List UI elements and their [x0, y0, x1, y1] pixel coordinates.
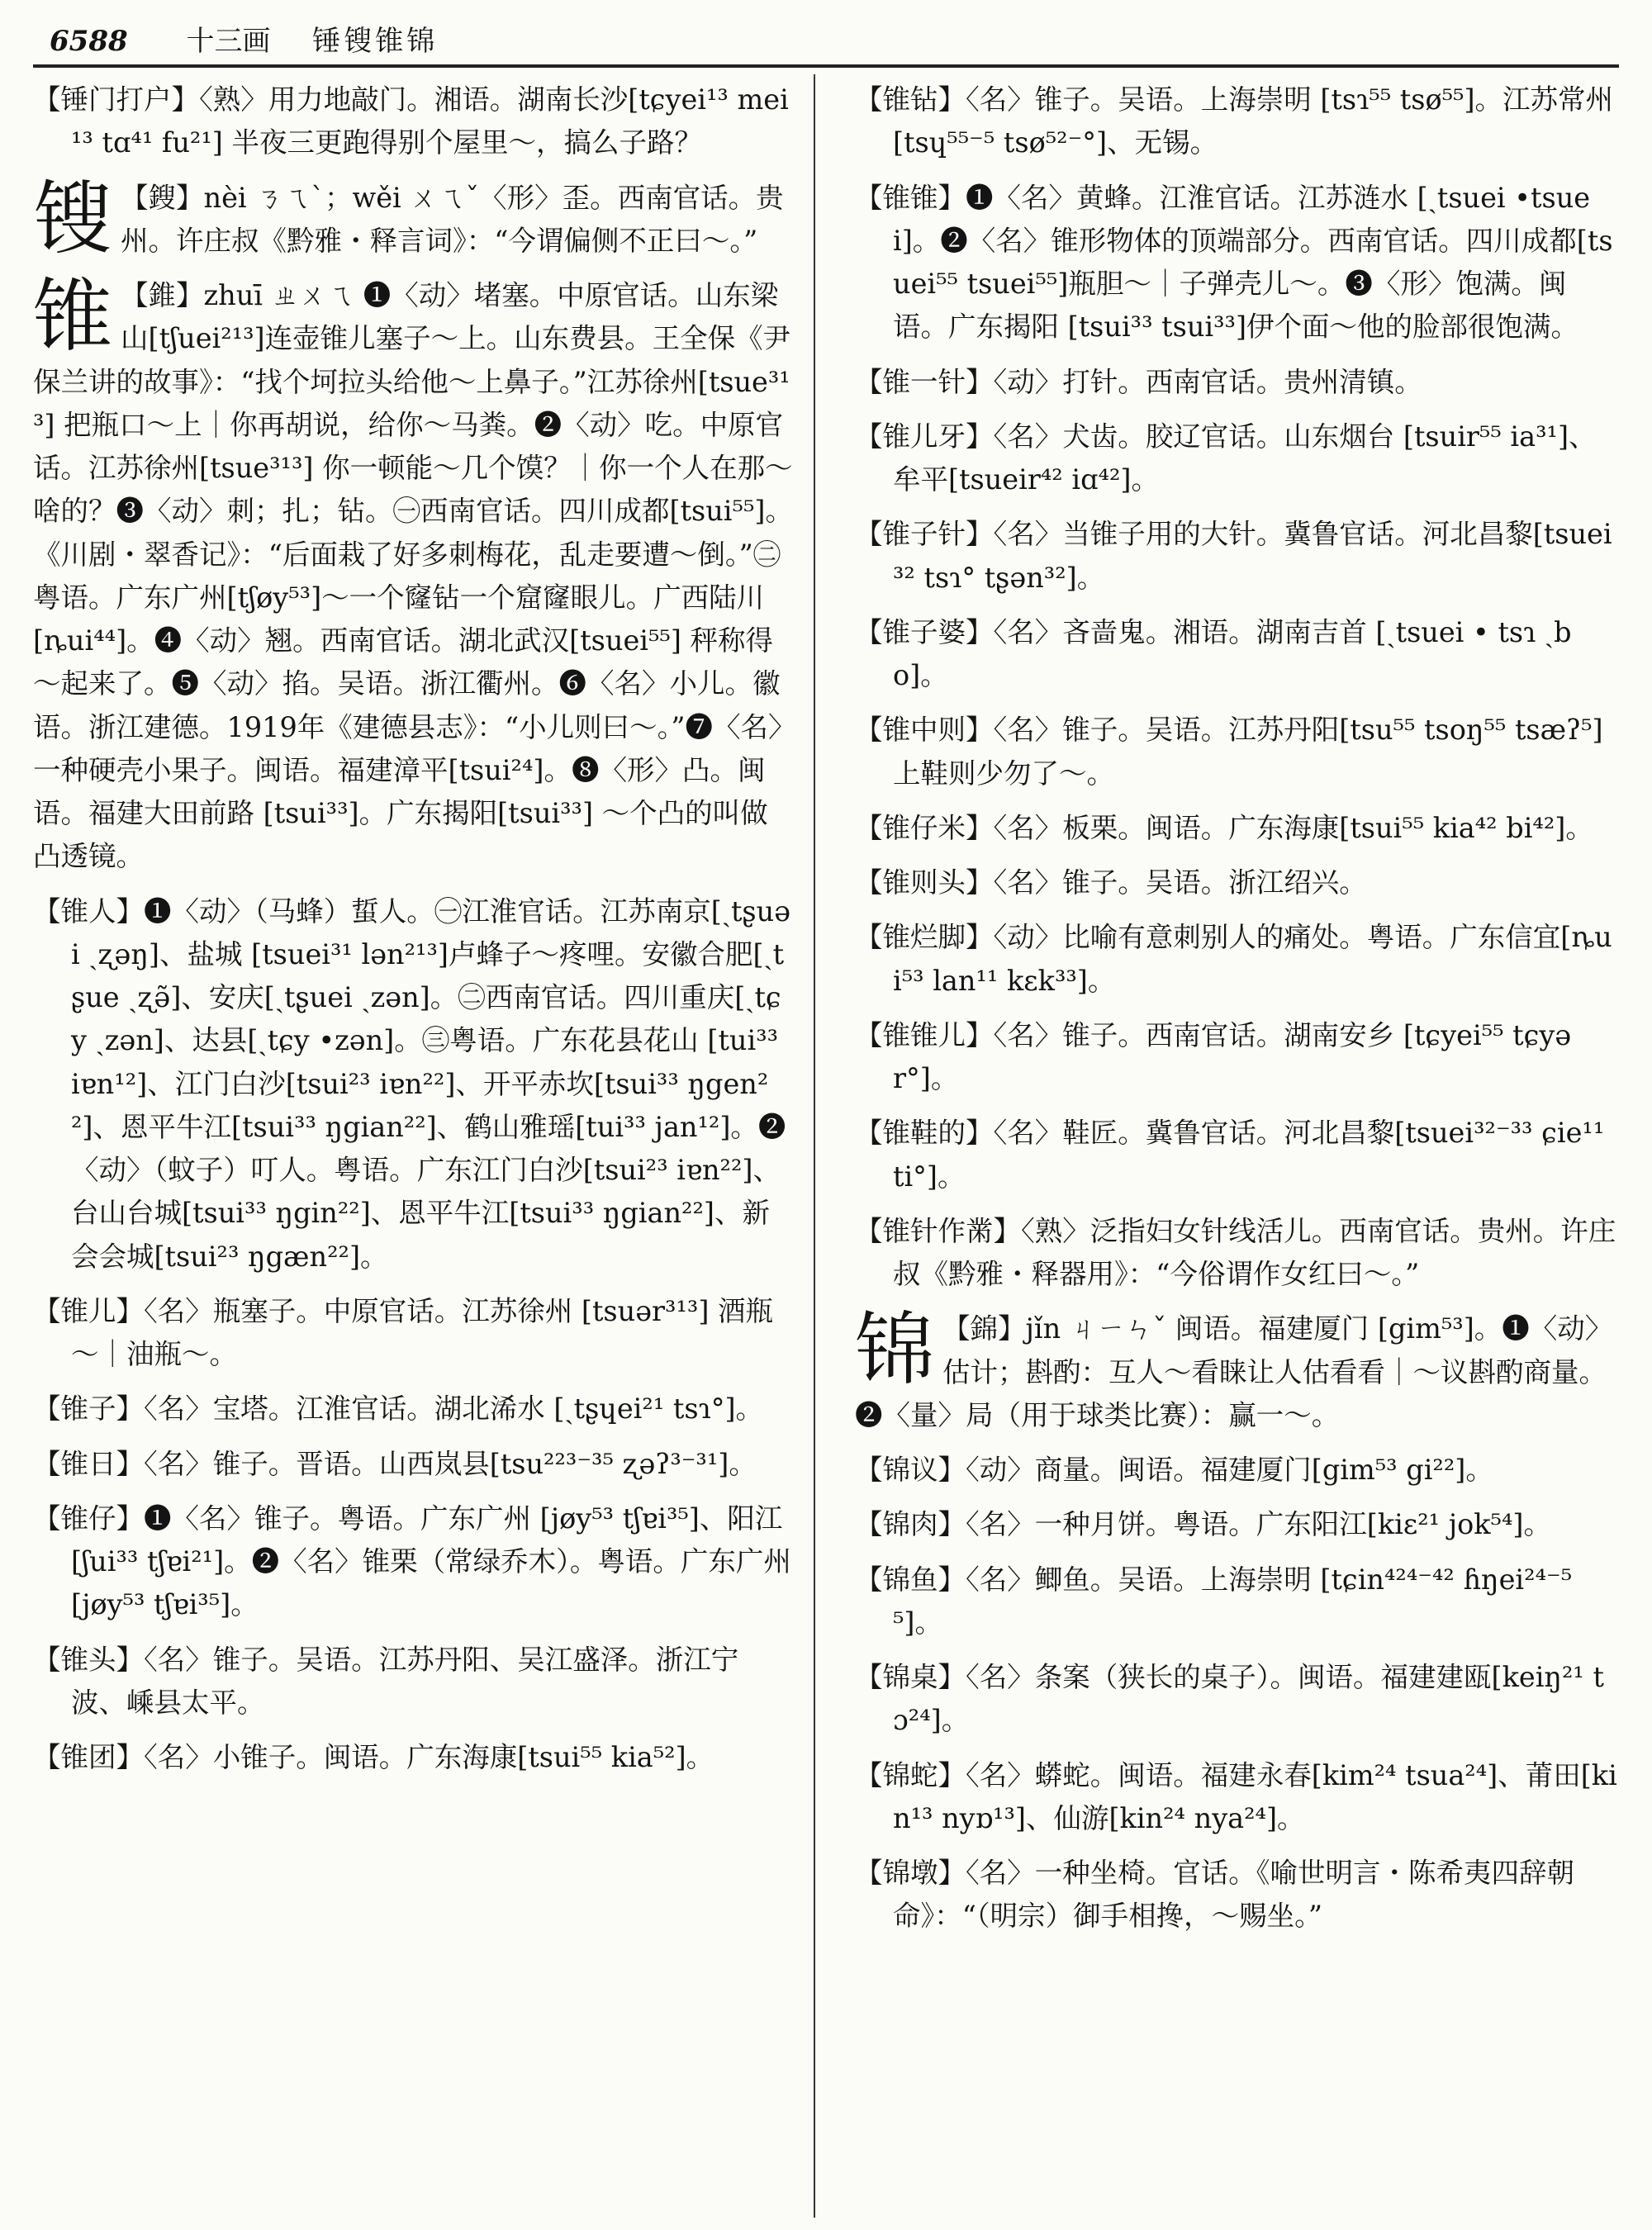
dictionary-entry: [855, 709, 1619, 795]
dictionary-entry: [33, 890, 793, 1279]
entry-text: 【锥则头】〈名〉锥子。吴语。浙江绍兴。: [855, 866, 1367, 899]
dictionary-entry: [855, 1656, 1619, 1743]
headword-entry: [33, 270, 793, 879]
dictionary-entry: [855, 1112, 1619, 1198]
dictionary-entry: [855, 807, 1619, 850]
headword-entry: [33, 172, 793, 265]
dictionary-entry: [33, 1497, 793, 1627]
headword-char: 锥: [33, 270, 112, 363]
page-header: [50, 15, 1602, 68]
entry-text: 【锥子针】〈名〉当锥子用的大针。冀鲁官话。河北昌黎[tsuei³² tsɿ° tʂən³²]。: [855, 518, 1612, 594]
headword-char: 锼: [33, 172, 112, 265]
dictionary-entry: [33, 1290, 793, 1377]
headword-char: 锦: [855, 1303, 934, 1397]
entry-text: 【锥锥儿】〈名〉锥子。西南官话。湖南安乡 [tɕyei⁵⁵ tɕyər°]。: [855, 1018, 1572, 1094]
dictionary-entry: [855, 513, 1619, 600]
entry-text: 【錐】zhuī ㄓㄨㄟ ❶〈动〉堵塞。中原官话。山东梁山[tʃuei²¹³]连壶锥儿塞子～上。山东费县。王全保《尹保兰讲的故事》：“找个坷拉头给他～上鼻子。”江苏徐州[tsue³¹³] 把瓶口～上｜你再胡说，给你～马粪。❷〈动〉吃。中原官话。江苏徐州[tsue³¹³] 你一顿能～几个馍？｜你一个人在那～啥的？❸〈动〉刺；扎；钻。㊀西南官话。四川成都[tsui⁵⁵]。《川剧・翠香记》：“后面栽了好多刺梅花，乱走要遭～倒。”㊁粤语。广东广州[tʃøy⁵³]～一个窿钻一个窟窿眼儿。广西陆川[ȵui⁴⁴]。❹〈动〉翘。西南官话。湖北武汉[tsuei⁵⁵] 秤称得～起来了。❺〈动〉掐。吴语。浙江衢州。❻〈名〉小儿。徽语。浙江建德。1919年《建德县志》：“小儿则曰～。”❼〈名〉一种硬壳小果子。闽语。福建漳平[tsui²⁴]。❽〈形〉凸。闽语。福建大田前路 [tsui³³]。广东揭阳[tsui³³] ～个凸的叫做凸透镜。: [33, 279, 793, 873]
dictionary-entry: [33, 78, 793, 165]
entry-text: 【锦肉】〈名〉一种月饼。粤语。广东阳江[kiɛ²¹ jok⁵⁴]。: [855, 1508, 1551, 1541]
entry-text: 【锥中则】〈名〉锥子。吴语。江苏丹阳[tsu⁵⁵ tsoŋ⁵⁵ tsæʔ⁵]上鞋则少勿了～。: [855, 714, 1603, 790]
column-divider: [814, 74, 815, 2218]
entry-text: 【锥一针】〈动〉打针。西南官话。贵州清镇。: [855, 365, 1422, 398]
page-number: 6588: [50, 25, 128, 58]
entry-text: 【锥钻】〈名〉锥子。吴语。上海崇明 [tsɿ⁵⁵ tsø⁵⁵]。江苏常州[tsɥ⁵⁵⁻⁵ tsø⁵²⁻°]、无锡。: [855, 83, 1614, 159]
header-rule: [33, 64, 1619, 68]
dictionary-entry: [855, 916, 1619, 1003]
dictionary-entry: [855, 177, 1619, 349]
entry-text: 【锥锥】❶〈名〉黄蜂。江淮官话。江苏涟水 [ˏtsuei •tsuei]。❷〈名〉锥形物体的顶端部分。西南官话。四川成都[tsuei⁵⁵ tsuei⁵⁵]瓶胆～｜子弹壳儿～。❸〈形〉饱满。闽语。广东揭阳 [tsui³³ tsui³³]伊个面～他的脸部很饱满。: [855, 181, 1613, 344]
dictionary-entry: [855, 1014, 1619, 1101]
dictionary-entry: [855, 78, 1619, 165]
headword-entry: [855, 1303, 1619, 1437]
right-column: [855, 78, 1619, 2218]
entry-text: 【锥鞋的】〈名〉鞋匠。冀鲁官话。河北昌黎[tsuei³²⁻³³ ɕie¹¹ ti°]。: [855, 1117, 1605, 1193]
dictionary-entry: [33, 1639, 793, 1725]
dictionary-entry: [855, 1210, 1619, 1297]
dictionary-entry: [855, 1449, 1619, 1492]
entry-text: 【锥烂脚】〈动〉比喻有意刺别人的痛处。粤语。广东信宜[ȵui⁵³ lan¹¹ kɛk³³]。: [855, 921, 1612, 997]
running-head-chars: 锤锼锥锦: [312, 25, 439, 58]
entry-text: 【锥人】❶〈动〉（马蜂）蜇人。㊀江淮官话。江苏南京[ˏtʂuəi ˏʐəŋ]、盐城 [tsuei³¹ lən²¹³]卢蜂子～疼哩。安徽合肥[ˏtʂue ˏʐə̃]、安庆[ˏtʂuei ˏzən]。㊁西南官话。四川重庆[ˏtɕy ˏzən]、达县[ˏtɕy •zən]。㊂粤语。广东花县花山 [tui³³ iɐn¹²]、江门白沙[tsui²³ iɐn²²]、开平赤坎[tsui³³ ŋgen²²]、恩平牛江[tsui³³ ŋgian²²]、鹤山雅瑶[tui³³ jan¹²]。❷〈动〉（蚊子）叮人。粤语。广东江门白沙[tsui²³ iɐn²²]、台山台城[tsui³³ ŋgin²²]、恩平牛江[tsui³³ ŋgian²²]、新会会城[tsui²³ ŋgæn²²]。: [33, 894, 791, 1273]
entry-text: 【锦鱼】〈名〉鲫鱼。吴语。上海崇明 [tɕin⁴²⁴⁻⁴² ɦŋei²⁴⁻⁵⁵]。: [855, 1563, 1573, 1639]
entry-text: 【锥日】〈名〉锥子。晋语。山西岚县[tsu²²³⁻³⁵ ʐəʔ³⁻³¹]。: [33, 1447, 757, 1480]
entry-text: 【锦桌】〈名〉条案（狭长的桌子）。闽语。福建建瓯[keiŋ²¹ tɔ²⁴]。: [855, 1661, 1604, 1737]
dictionary-entry: [855, 1559, 1619, 1645]
entry-text: 【鎪】nèi ㄋㄟˋ；wěi ㄨㄟˇ〈形〉歪。西南官话。贵州。许庄叔《黔雅・释言词》：“今谓偏侧不正曰～。”: [121, 181, 784, 257]
dictionary-entry: [33, 1388, 793, 1431]
entry-text: 【锥儿牙】〈名〉犬齿。胶辽官话。山东烟台 [tsuir⁵⁵ ia³¹]、牟平[tsueir⁴² iɑ⁴²]。: [855, 420, 1597, 496]
entry-text: 【锤门打户】〈熟〉用力地敲门。湘语。湖南长沙[tɕyei¹³ mei¹³ tɑ⁴¹ fu²¹] 半夜三更跑得别个屋里～，搞么子路？: [33, 83, 789, 159]
entry-text: 【锥仔】❶〈名〉锥子。粤语。广东广州 [jøy⁵³ tʃɐi³⁵]、阳江[ʃui³³ tʃɐi²¹]。❷〈名〉锥栗（常绿乔木）。粤语。广东广州[jøy⁵³ tʃɐi³⁵]。: [33, 1502, 791, 1621]
dictionary-entry: [33, 1736, 793, 1779]
entry-text: 【锥针作黹】〈熟〉泛指妇女针线活儿。西南官话。贵州。许庄叔《黔雅・释器用》：“今俗谓作女红曰～。”: [855, 1214, 1616, 1290]
entry-text: 【锦墩】〈名〉一种坐椅。官话。《喻世明言・陈希夷四辞朝命》：“（明宗）御手相搀，～赐坐。”: [855, 1857, 1574, 1933]
dictionary-entry: [855, 1503, 1619, 1546]
entry-text: 【锥仔米】〈名〉板栗。闽语。广东海康[tsui⁵⁵ kia⁴² bi⁴²]。: [855, 811, 1593, 844]
entry-text: 【錦】jǐn ㄐㄧㄣˇ 闽语。福建厦门 [gim⁵³]。❶〈动〉估计；斟酌：互人～看睐让人估看看｜～议斟酌商量。❷〈量〉局（用于球类比赛）：赢一～。: [855, 1312, 1613, 1431]
stroke-section: 十三画: [186, 25, 271, 58]
dictionary-entry: [33, 1443, 793, 1486]
entry-text: 【锥子婆】〈名〉吝啬鬼。湘语。湖南吉首 [ˏtsuei • tsɿ ˏbo]。: [855, 615, 1572, 691]
dictionary-entry: [855, 861, 1619, 904]
entry-text: 【锥团】〈名〉小锥子。闽语。广东海康[tsui⁵⁵ kia⁵²]。: [33, 1741, 714, 1773]
entry-text: 【锥子】〈名〉宝塔。江淮官话。湖北浠水 [ˏtʂɥei²¹ tsɿ°]。: [33, 1393, 764, 1426]
entry-text: 【锥儿】〈名〉瓶塞子。中原官话。江苏徐州 [tsuər³¹³] 酒瓶～｜油瓶～。: [33, 1294, 774, 1370]
left-column: [33, 78, 793, 2218]
dictionary-entry: [855, 611, 1619, 698]
entry-text: 【锥头】〈名〉锥子。吴语。江苏丹阳、吴江盛泽。浙江宁波、嵊县太平。: [33, 1643, 739, 1719]
entry-text: 【锦蛇】〈名〉蟒蛇。闽语。福建永春[kim²⁴ tsua²⁴]、莆田[kin¹³ nyɒ¹³]、仙游[kin²⁴ nya²⁴]。: [855, 1758, 1617, 1834]
dictionary-entry: [855, 1852, 1619, 1938]
dictionary-entry: [855, 1754, 1619, 1841]
entry-text: 【锦议】〈动〉商量。闽语。福建厦门[gim⁵³ gi²²]。: [855, 1454, 1493, 1486]
dictionary-entry: [855, 361, 1619, 404]
dictionary-entry: [855, 415, 1619, 502]
